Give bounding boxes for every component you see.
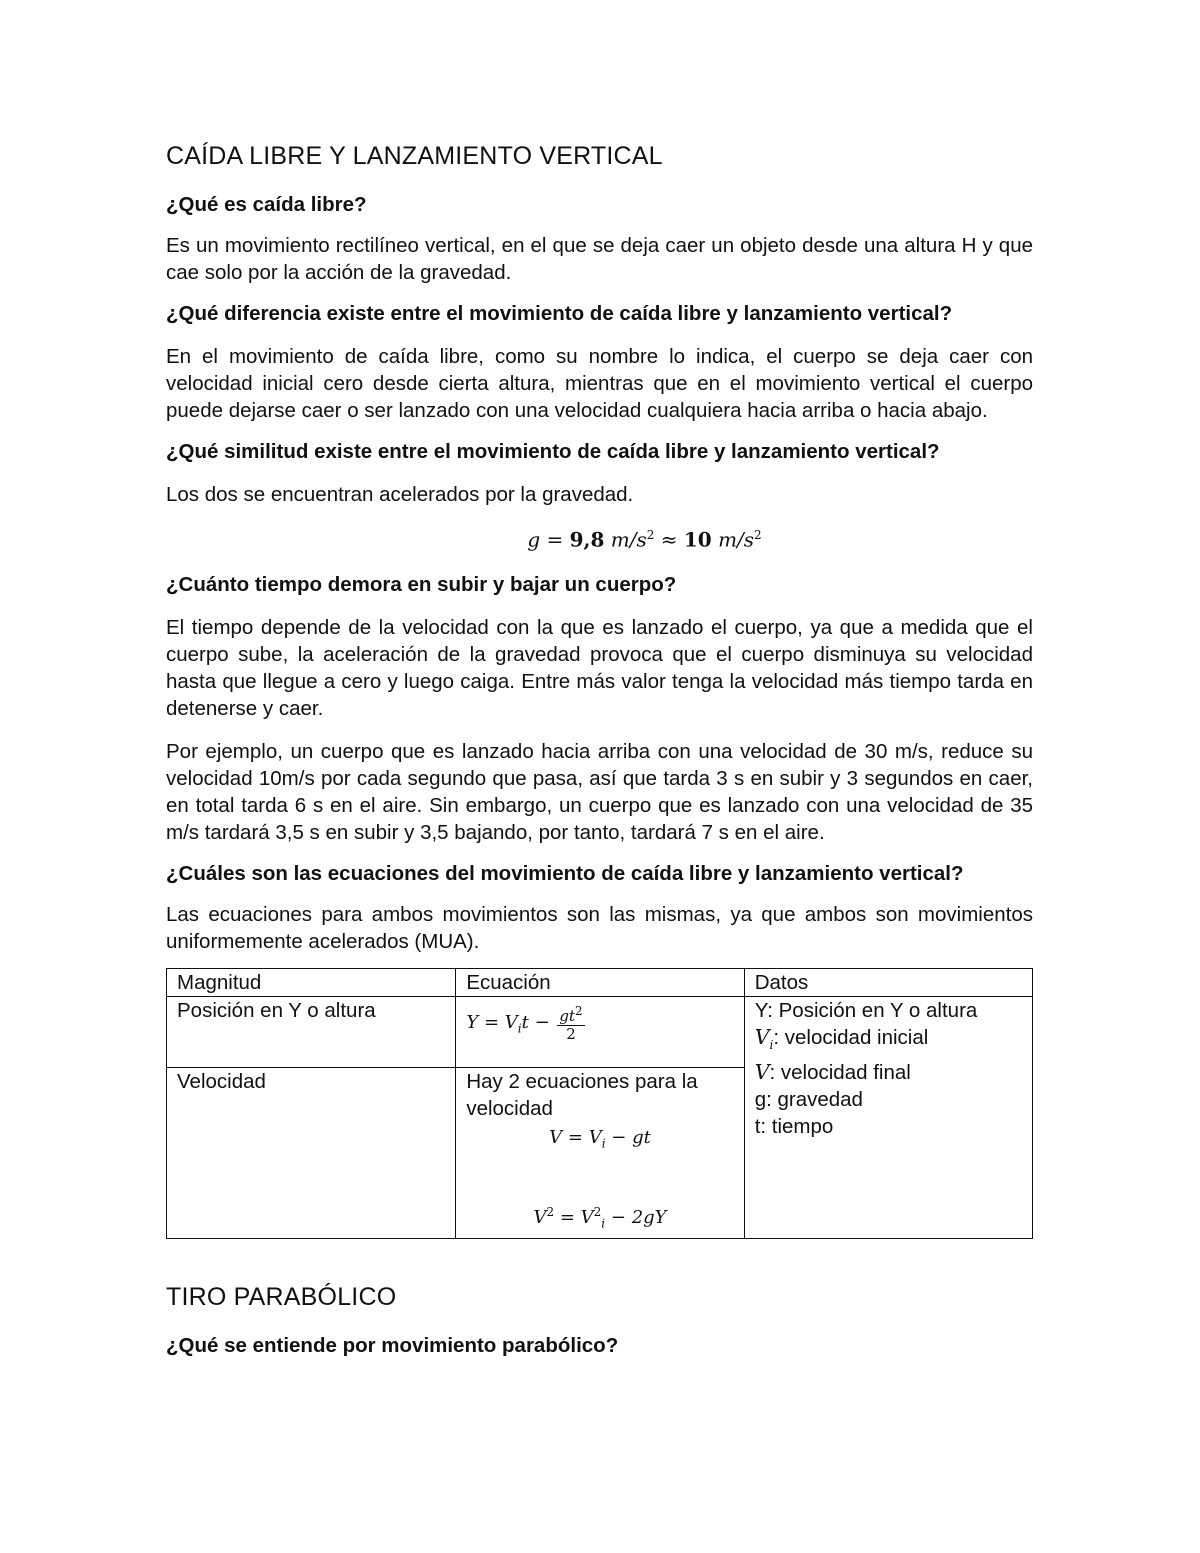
answer-paragraph: Los dos se encuentran acelerados por la gravedad. bbox=[166, 483, 634, 506]
answer-paragraph: Es un movimiento rectilíneo vertical, en el que se deja caer un objeto desde una altura H y que cae solo por la acción de la gravedad. bbox=[166, 234, 1033, 284]
answer-paragraph: Las ecuaciones para ambos movimientos son las mismas, ya que ambos son movimientos uniformemente acelerados (MUA). bbox=[166, 902, 1033, 953]
question-heading: ¿Cuánto tiempo demora en subir y bajar un cuerpo? bbox=[166, 572, 677, 596]
velocity-equation-2: $V^2 = V^2_i - 2gY$ bbox=[533, 1205, 667, 1231]
definition-g: g: gravedad bbox=[754, 1087, 863, 1111]
position-equation-cell bbox=[456, 996, 744, 1067]
question-heading: ¿Qué es caída libre? bbox=[166, 193, 367, 216]
fraction: $\frac{gt^2}{2}$ bbox=[559, 1003, 583, 1043]
definition-vi: $V_i$: velocidad inicial bbox=[754, 1024, 929, 1052]
section-title: TIRO PARABÓLICO bbox=[166, 1282, 397, 1311]
definition-v: V: velocidad final bbox=[754, 1059, 911, 1084]
data-definitions-cell bbox=[744, 996, 1032, 1238]
table-header: Ecuación bbox=[456, 968, 744, 996]
velocity-note: Hay 2 ecuaciones para la velocidad bbox=[466, 1069, 698, 1120]
table-cell: Velocidad bbox=[167, 1067, 456, 1238]
table-cell: Posición en Y o altura bbox=[167, 996, 456, 1067]
answer-paragraph: El tiempo depende de la velocidad con la que es lanzado el cuerpo, ya que a medida que el cuerpo sube, la aceleración de la gravedad provoca que el cuerpo disminuya su velocidad hasta que llegue a cero y luego caiga. Entre más valor tenga la velocidad más tiempo tarda en detenerse y caer. bbox=[166, 615, 1033, 720]
question-heading: ¿Qué similitud existe entre el movimiento de caída libre y lanzamiento vertical? bbox=[166, 440, 940, 463]
gravity-equation: g = 9,8 $m/s^2 \approx 10$ $m/s^2$ bbox=[527, 527, 762, 552]
table-header-row bbox=[167, 968, 1033, 996]
definition-t: t: tiempo bbox=[754, 1114, 834, 1138]
question-heading: ¿Qué se entiende por movimiento parabólico? bbox=[166, 1333, 619, 1357]
question-heading: ¿Qué diferencia existe entre el movimiento de caída libre y lanzamiento vertical? bbox=[166, 302, 953, 325]
section-title: CAÍDA LIBRE Y LANZAMIENTO VERTICAL bbox=[166, 142, 663, 170]
answer-paragraph: En el movimiento de caída libre, como su nombre lo indica, el cuerpo se deja caer con velocidad inicial cero desde cierta altura, mientras que en el movimiento vertical el cuerpo puede dejarse caer o ser lanzado con una velocidad cualquiera hacia arriba o hacia abajo. bbox=[166, 345, 1033, 422]
question-heading: ¿Cuáles son las ecuaciones del movimiento de caída libre y lanzamiento vertical? bbox=[166, 861, 964, 885]
table-header: Datos bbox=[744, 968, 1032, 996]
table-row bbox=[167, 996, 1033, 1067]
table-header: Magnitud bbox=[167, 968, 456, 996]
definition-y: Y: Posición en Y o altura bbox=[754, 998, 978, 1022]
document-page bbox=[166, 138, 1033, 1359]
position-equation: $Y = V_it$ − $\frac{gt^2}{2}$ bbox=[466, 1003, 583, 1043]
velocity-equation-1: $V = V_i$ − gt bbox=[549, 1126, 651, 1151]
equations-table bbox=[166, 968, 1033, 1239]
velocity-equations-cell bbox=[456, 1067, 744, 1238]
answer-paragraph: Por ejemplo, un cuerpo que es lanzado hacia arriba con una velocidad de 30 m/s, reduce su velocidad 10m/s por cada segundo que pasa, así que tarda 3 s en subir y 3 segundos en caer, en total tarda 6 s en el aire. Sin embargo, un cuerpo que es lanzado con una velocidad de 35 m/s tardará 3,5 s en subir y 3,5 bajando, por tanto, tardará 7 s en el aire. bbox=[166, 739, 1033, 844]
